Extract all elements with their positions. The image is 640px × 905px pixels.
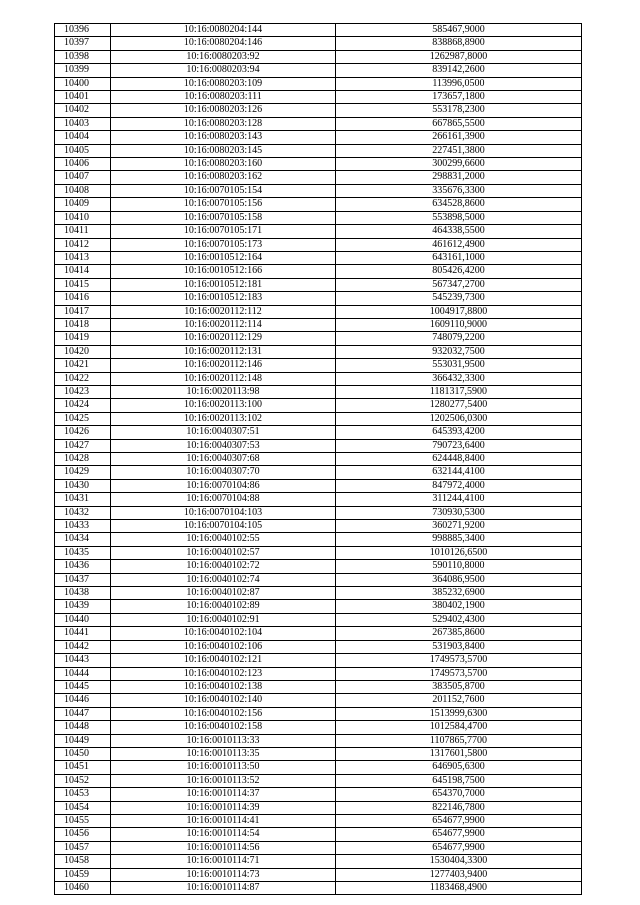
value-cell: 645198,7500 [336, 774, 582, 787]
cadastral-number-cell: 10:16:0010114:87 [111, 882, 336, 895]
value-cell: 360271,9200 [336, 520, 582, 533]
cadastral-number-cell: 10:16:0040307:51 [111, 426, 336, 439]
value-cell: 1277403,9400 [336, 868, 582, 881]
table-row [55, 211, 582, 224]
value-cell: 383505,8700 [336, 680, 582, 693]
value-cell: 1202506,0300 [336, 412, 582, 425]
row-number-cell: 10422 [55, 372, 111, 385]
value-cell: 1749573,5700 [336, 667, 582, 680]
value-cell: 1107865,7700 [336, 734, 582, 747]
row-number-cell: 10430 [55, 479, 111, 492]
value-cell: 311244,4100 [336, 493, 582, 506]
cadastral-number-cell: 10:16:0080203:111 [111, 91, 336, 104]
value-cell: 654677,9900 [336, 828, 582, 841]
row-number-cell: 10432 [55, 506, 111, 519]
row-number-cell: 10412 [55, 238, 111, 251]
row-number-cell: 10436 [55, 560, 111, 573]
cadastral-number-cell: 10:16:0070104:105 [111, 520, 336, 533]
row-number-cell: 10402 [55, 104, 111, 117]
table-row [55, 184, 582, 197]
row-number-cell: 10435 [55, 546, 111, 559]
table-row [55, 91, 582, 104]
value-cell: 839142,2600 [336, 64, 582, 77]
cadastral-number-cell: 10:16:0040307:53 [111, 439, 336, 452]
table-row [55, 573, 582, 586]
table-row [55, 439, 582, 452]
table-row [55, 654, 582, 667]
row-number-cell: 10407 [55, 171, 111, 184]
row-number-cell: 10426 [55, 426, 111, 439]
table-row [55, 680, 582, 693]
table-row [55, 50, 582, 63]
table-row [55, 694, 582, 707]
cadastral-number-cell: 10:16:0010512:164 [111, 251, 336, 264]
value-cell: 1749573,5700 [336, 654, 582, 667]
row-number-cell: 10433 [55, 520, 111, 533]
row-number-cell: 10442 [55, 640, 111, 653]
row-number-cell: 10434 [55, 533, 111, 546]
table-row [55, 546, 582, 559]
cadastral-number-cell: 10:16:0020113:98 [111, 385, 336, 398]
table-row [55, 868, 582, 881]
cadastral-number-cell: 10:16:0080203:92 [111, 50, 336, 63]
table-row [55, 345, 582, 358]
cadastral-number-cell: 10:16:0010113:50 [111, 761, 336, 774]
cadastral-number-cell: 10:16:0080203:143 [111, 131, 336, 144]
cadastral-number-cell: 10:16:0010114:54 [111, 828, 336, 841]
table-row [55, 292, 582, 305]
table-row [55, 399, 582, 412]
value-cell: 654677,9900 [336, 814, 582, 827]
cadastral-number-cell: 10:16:0040102:57 [111, 546, 336, 559]
cadastral-number-cell: 10:16:0010114:71 [111, 855, 336, 868]
table-row [55, 774, 582, 787]
value-cell: 173657,1800 [336, 91, 582, 104]
row-number-cell: 10459 [55, 868, 111, 881]
row-number-cell: 10446 [55, 694, 111, 707]
value-cell: 790723,6400 [336, 439, 582, 452]
cadastral-number-cell: 10:16:0080203:160 [111, 158, 336, 171]
cadastral-number-cell: 10:16:0010113:35 [111, 747, 336, 760]
row-number-cell: 10438 [55, 587, 111, 600]
row-number-cell: 10425 [55, 412, 111, 425]
value-cell: 1530404,3300 [336, 855, 582, 868]
value-cell: 847972,4000 [336, 479, 582, 492]
value-cell: 1280277,5400 [336, 399, 582, 412]
table-row [55, 466, 582, 479]
cadastral-number-cell: 10:16:0070104:103 [111, 506, 336, 519]
table-row [55, 305, 582, 318]
value-cell: 464338,5500 [336, 225, 582, 238]
row-number-cell: 10415 [55, 278, 111, 291]
row-number-cell: 10406 [55, 158, 111, 171]
row-number-cell: 10429 [55, 466, 111, 479]
row-number-cell: 10398 [55, 50, 111, 63]
value-cell: 1513999,6300 [336, 707, 582, 720]
value-cell: 748079,2200 [336, 332, 582, 345]
value-cell: 113996,0500 [336, 77, 582, 90]
table-row [55, 841, 582, 854]
row-number-cell: 10400 [55, 77, 111, 90]
cadastral-number-cell: 10:16:0020112:112 [111, 305, 336, 318]
cadastral-number-cell: 10:16:0070105:158 [111, 211, 336, 224]
row-number-cell: 10437 [55, 573, 111, 586]
row-number-cell: 10397 [55, 37, 111, 50]
table-row [55, 426, 582, 439]
value-cell: 645393,4200 [336, 426, 582, 439]
value-cell: 266161,3900 [336, 131, 582, 144]
table-row [55, 479, 582, 492]
row-number-cell: 10445 [55, 680, 111, 693]
row-number-cell: 10419 [55, 332, 111, 345]
row-number-cell: 10423 [55, 385, 111, 398]
value-cell: 545239,7300 [336, 292, 582, 305]
table-row [55, 318, 582, 331]
value-cell: 585467,9000 [336, 24, 582, 37]
row-number-cell: 10453 [55, 788, 111, 801]
table-row [55, 493, 582, 506]
cadastral-number-cell: 10:16:0070105:171 [111, 225, 336, 238]
row-number-cell: 10456 [55, 828, 111, 841]
row-number-cell: 10443 [55, 654, 111, 667]
value-cell: 998885,3400 [336, 533, 582, 546]
row-number-cell: 10409 [55, 198, 111, 211]
table-row [55, 412, 582, 425]
table-row [55, 506, 582, 519]
table-row [55, 721, 582, 734]
row-number-cell: 10420 [55, 345, 111, 358]
value-cell: 300299,6600 [336, 158, 582, 171]
table-row [55, 560, 582, 573]
table-row [55, 882, 582, 895]
value-cell: 654370,7000 [336, 788, 582, 801]
cadastral-number-cell: 10:16:0040102:104 [111, 627, 336, 640]
value-cell: 567347,2700 [336, 278, 582, 291]
table-row [55, 855, 582, 868]
value-cell: 590110,8000 [336, 560, 582, 573]
table-row [55, 37, 582, 50]
table-row [55, 251, 582, 264]
cadastral-number-cell: 10:16:0010114:39 [111, 801, 336, 814]
cadastral-number-cell: 10:16:0040307:70 [111, 466, 336, 479]
value-cell: 643161,1000 [336, 251, 582, 264]
row-number-cell: 10457 [55, 841, 111, 854]
table-row [55, 747, 582, 760]
cadastral-number-cell: 10:16:0010512:183 [111, 292, 336, 305]
cadastral-number-cell: 10:16:0010114:56 [111, 841, 336, 854]
cadastral-number-cell: 10:16:0080204:146 [111, 37, 336, 50]
row-number-cell: 10416 [55, 292, 111, 305]
value-cell: 1609110,9000 [336, 318, 582, 331]
table-row [55, 238, 582, 251]
value-cell: 654677,9900 [336, 841, 582, 854]
row-number-cell: 10458 [55, 855, 111, 868]
table-row [55, 77, 582, 90]
value-cell: 531903,8400 [336, 640, 582, 653]
table-row [55, 640, 582, 653]
table-row [55, 158, 582, 171]
cadastral-number-cell: 10:16:0020112:148 [111, 372, 336, 385]
table-row [55, 265, 582, 278]
cadastral-number-cell: 10:16:0010113:33 [111, 734, 336, 747]
row-number-cell: 10411 [55, 225, 111, 238]
table-row [55, 117, 582, 130]
value-cell: 1181317,5900 [336, 385, 582, 398]
cadastral-number-cell: 10:16:0040102:123 [111, 667, 336, 680]
table-row [55, 372, 582, 385]
row-number-cell: 10440 [55, 613, 111, 626]
value-cell: 1010126,6500 [336, 546, 582, 559]
cadastral-number-cell: 10:16:0070105:173 [111, 238, 336, 251]
value-cell: 1262987,8000 [336, 50, 582, 63]
row-number-cell: 10428 [55, 453, 111, 466]
value-cell: 838868,8900 [336, 37, 582, 50]
table-row [55, 24, 582, 37]
row-number-cell: 10450 [55, 747, 111, 760]
value-cell: 553898,5000 [336, 211, 582, 224]
table-row [55, 788, 582, 801]
table-row [55, 734, 582, 747]
value-cell: 335676,3300 [336, 184, 582, 197]
row-number-cell: 10454 [55, 801, 111, 814]
cadastral-number-cell: 10:16:0080203:126 [111, 104, 336, 117]
cadastral-number-cell: 10:16:0080203:128 [111, 117, 336, 130]
cadastral-number-cell: 10:16:0080203:109 [111, 77, 336, 90]
row-number-cell: 10452 [55, 774, 111, 787]
row-number-cell: 10401 [55, 91, 111, 104]
cadastral-number-cell: 10:16:0070104:86 [111, 479, 336, 492]
cadastral-number-cell: 10:16:0070105:154 [111, 184, 336, 197]
value-cell: 364086,9500 [336, 573, 582, 586]
cadastral-number-cell: 10:16:0080203:162 [111, 171, 336, 184]
cadastral-number-cell: 10:16:0080203:94 [111, 64, 336, 77]
cadastral-number-cell: 10:16:0070105:156 [111, 198, 336, 211]
cadastral-number-cell: 10:16:0010113:52 [111, 774, 336, 787]
value-cell: 298831,2000 [336, 171, 582, 184]
row-number-cell: 10421 [55, 359, 111, 372]
table-row [55, 198, 582, 211]
row-number-cell: 10405 [55, 144, 111, 157]
cadastral-number-cell: 10:16:0040102:55 [111, 533, 336, 546]
table-body [55, 24, 582, 895]
value-cell: 553178,2300 [336, 104, 582, 117]
row-number-cell: 10447 [55, 707, 111, 720]
table-row [55, 600, 582, 613]
cadastral-number-cell: 10:16:0040307:68 [111, 453, 336, 466]
value-cell: 529402,4300 [336, 613, 582, 626]
cadastral-number-cell: 10:16:0040102:138 [111, 680, 336, 693]
row-number-cell: 10417 [55, 305, 111, 318]
cadastral-number-cell: 10:16:0040102:72 [111, 560, 336, 573]
cadastral-number-cell: 10:16:0020112:129 [111, 332, 336, 345]
table-row [55, 613, 582, 626]
value-cell: 553031,9500 [336, 359, 582, 372]
row-number-cell: 10413 [55, 251, 111, 264]
value-cell: 380402,1900 [336, 600, 582, 613]
table-row [55, 332, 582, 345]
table-row [55, 359, 582, 372]
value-cell: 805426,4200 [336, 265, 582, 278]
table-row [55, 144, 582, 157]
cadastral-number-cell: 10:16:0040102:156 [111, 707, 336, 720]
cadastral-number-cell: 10:16:0020113:102 [111, 412, 336, 425]
data-table [54, 23, 582, 895]
table-row [55, 627, 582, 640]
table-row [55, 587, 582, 600]
cadastral-number-cell: 10:16:0010114:37 [111, 788, 336, 801]
row-number-cell: 10441 [55, 627, 111, 640]
table-row [55, 533, 582, 546]
value-cell: 385232,6900 [336, 587, 582, 600]
value-cell: 932032,7500 [336, 345, 582, 358]
cadastral-number-cell: 10:16:0010512:166 [111, 265, 336, 278]
table-row [55, 453, 582, 466]
row-number-cell: 10396 [55, 24, 111, 37]
table-row [55, 828, 582, 841]
value-cell: 634528,8600 [336, 198, 582, 211]
value-cell: 1012584,4700 [336, 721, 582, 734]
table-row [55, 761, 582, 774]
value-cell: 667865,5500 [336, 117, 582, 130]
table-row [55, 104, 582, 117]
row-number-cell: 10424 [55, 399, 111, 412]
table-row [55, 171, 582, 184]
row-number-cell: 10410 [55, 211, 111, 224]
row-number-cell: 10403 [55, 117, 111, 130]
table-row [55, 667, 582, 680]
value-cell: 730930,5300 [336, 506, 582, 519]
cadastral-number-cell: 10:16:0020112:114 [111, 318, 336, 331]
row-number-cell: 10414 [55, 265, 111, 278]
row-number-cell: 10418 [55, 318, 111, 331]
value-cell: 461612,4900 [336, 238, 582, 251]
cadastral-number-cell: 10:16:0040102:158 [111, 721, 336, 734]
row-number-cell: 10444 [55, 667, 111, 680]
row-number-cell: 10449 [55, 734, 111, 747]
cadastral-number-cell: 10:16:0040102:74 [111, 573, 336, 586]
row-number-cell: 10399 [55, 64, 111, 77]
cadastral-number-cell: 10:16:0010512:181 [111, 278, 336, 291]
value-cell: 267385,8600 [336, 627, 582, 640]
value-cell: 646905,6300 [336, 761, 582, 774]
row-number-cell: 10431 [55, 493, 111, 506]
cadastral-number-cell: 10:16:0040102:121 [111, 654, 336, 667]
row-number-cell: 10451 [55, 761, 111, 774]
row-number-cell: 10439 [55, 600, 111, 613]
table-row [55, 278, 582, 291]
row-number-cell: 10455 [55, 814, 111, 827]
cadastral-number-cell: 10:16:0040102:91 [111, 613, 336, 626]
table-row [55, 520, 582, 533]
cadastral-number-cell: 10:16:0020112:146 [111, 359, 336, 372]
value-cell: 366432,3300 [336, 372, 582, 385]
value-cell: 227451,3800 [336, 144, 582, 157]
cadastral-number-cell: 10:16:0040102:106 [111, 640, 336, 653]
value-cell: 632144,4100 [336, 466, 582, 479]
table-row [55, 814, 582, 827]
table-row [55, 131, 582, 144]
table-row [55, 385, 582, 398]
value-cell: 1183468,4900 [336, 882, 582, 895]
cadastral-number-cell: 10:16:0080203:145 [111, 144, 336, 157]
cadastral-number-cell: 10:16:0010114:73 [111, 868, 336, 881]
cadastral-number-cell: 10:16:0010114:41 [111, 814, 336, 827]
row-number-cell: 10448 [55, 721, 111, 734]
row-number-cell: 10427 [55, 439, 111, 452]
row-number-cell: 10460 [55, 882, 111, 895]
cadastral-number-cell: 10:16:0020112:131 [111, 345, 336, 358]
table-row [55, 801, 582, 814]
row-number-cell: 10408 [55, 184, 111, 197]
cadastral-number-cell: 10:16:0070104:88 [111, 493, 336, 506]
value-cell: 1317601,5800 [336, 747, 582, 760]
cadastral-number-cell: 10:16:0040102:87 [111, 587, 336, 600]
value-cell: 822146,7800 [336, 801, 582, 814]
table-row [55, 225, 582, 238]
cadastral-number-cell: 10:16:0040102:89 [111, 600, 336, 613]
value-cell: 1004917,8800 [336, 305, 582, 318]
cadastral-number-cell: 10:16:0020113:100 [111, 399, 336, 412]
row-number-cell: 10404 [55, 131, 111, 144]
value-cell: 201152,7600 [336, 694, 582, 707]
value-cell: 624448,8400 [336, 453, 582, 466]
table-row [55, 64, 582, 77]
cadastral-number-cell: 10:16:0040102:140 [111, 694, 336, 707]
table-row [55, 707, 582, 720]
cadastral-number-cell: 10:16:0080204:144 [111, 24, 336, 37]
